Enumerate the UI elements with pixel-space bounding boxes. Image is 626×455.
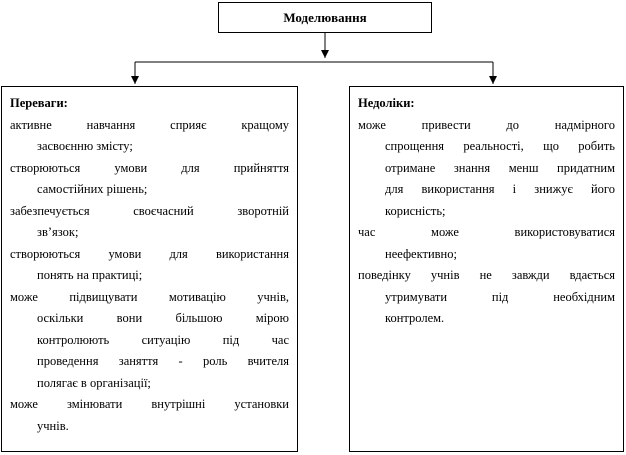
list-item-continuation-line: контролем.	[385, 311, 445, 325]
list-item-first-line: активне навчання сприяє кращому	[10, 117, 289, 132]
list-item-continuation-line: полягає в організації;	[37, 375, 151, 390]
list-item	[358, 115, 615, 223]
list-item-first-line: час може використовуватися	[358, 225, 615, 239]
list-item-continuation-line: проведення заняття - роль вчителя	[37, 354, 289, 368]
list-item	[10, 287, 289, 395]
advantages-list	[10, 115, 289, 438]
list-item-continuation-line: утримувати під необхідним	[385, 289, 615, 304]
list-item-first-line: може привести до надмірного	[358, 117, 615, 132]
list-item	[10, 244, 289, 287]
list-item-continuation-line: зв’язок;	[37, 225, 79, 239]
list-item-continuation-line: самостійних рішень;	[37, 182, 148, 196]
list-item	[10, 115, 289, 158]
title-arrowhead	[321, 50, 329, 58]
list-item	[358, 265, 615, 330]
disadvantages-heading: Недоліки:	[358, 96, 415, 110]
list-item-first-line: поведінку учнів не завжди вдається	[358, 268, 615, 282]
list-item-continuation-line: спрощення реальності, що робить	[385, 139, 615, 153]
list-item	[358, 222, 615, 265]
list-item-continuation-line: засвоєнню змісту;	[37, 139, 133, 153]
list-item	[10, 158, 289, 201]
list-item-first-line: може змінювати внутрішні установки	[10, 397, 289, 411]
list-item-first-line: створюються умови для використання	[10, 246, 289, 261]
diagram-title: Моделювання	[283, 9, 367, 25]
disadvantages-list	[358, 115, 615, 330]
list-item-continuation-line: учнів.	[37, 418, 69, 433]
list-item	[10, 394, 289, 437]
list-item-first-line: може підвищувати мотивацію учнів,	[10, 289, 289, 304]
list-item-continuation-line: для використання і знижує його	[385, 182, 615, 196]
list-item-first-line: забезпечується своєчасний зворотній	[10, 203, 289, 218]
advantages-box	[1, 86, 298, 452]
right-arrowhead	[489, 76, 497, 84]
list-item-continuation-line: отримане знання менш придатним	[385, 160, 615, 175]
list-item-continuation-line: неефективно;	[385, 246, 457, 261]
list-item-continuation-line: контролюють ситуацію під час	[37, 332, 289, 347]
list-item-first-line: створюються умови для прийняття	[10, 160, 289, 175]
list-item-continuation-line: понять на практиці;	[37, 268, 143, 282]
disadvantages-box	[349, 86, 624, 452]
advantages-heading: Переваги:	[10, 96, 68, 110]
list-item	[10, 201, 289, 244]
list-item-continuation-line: оскільки вони більшою мірою	[37, 311, 289, 325]
left-arrowhead	[131, 76, 139, 84]
list-item-continuation-line: корисність;	[385, 203, 446, 218]
